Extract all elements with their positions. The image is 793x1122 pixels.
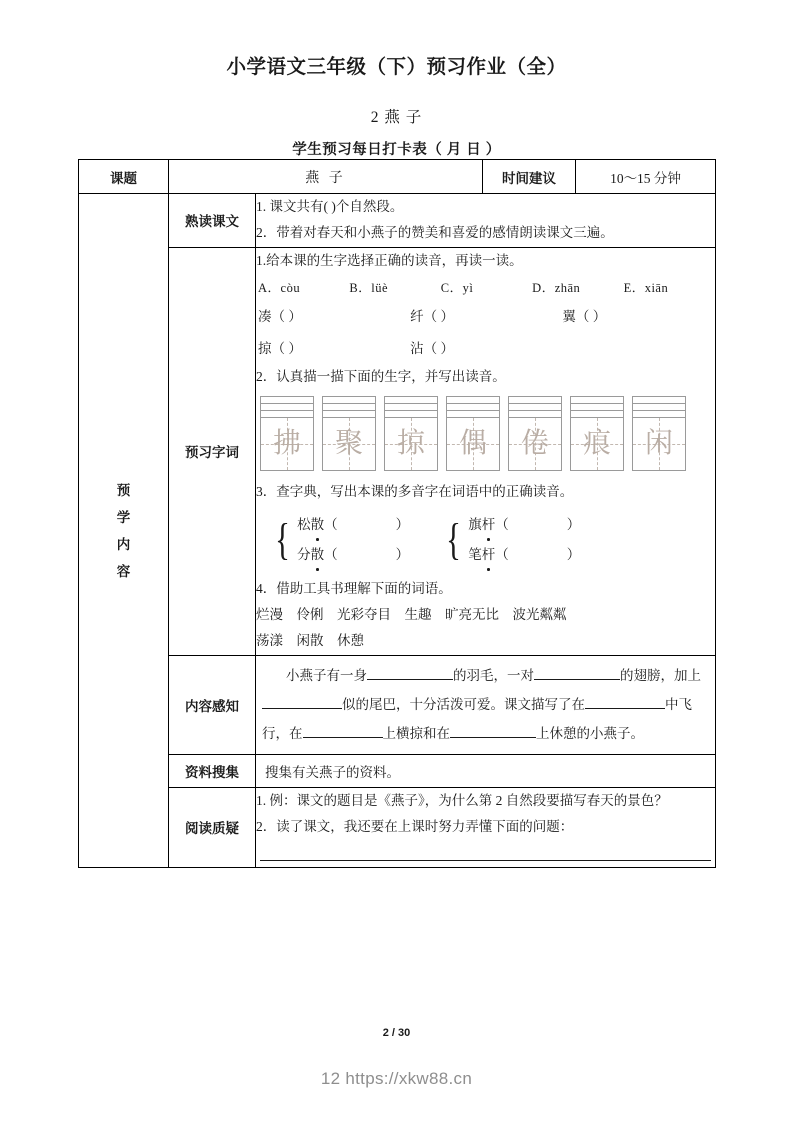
inquiry-content (256, 787, 716, 868)
tracing-char-4: 偶 (458, 428, 487, 460)
poly-paren-open-4: （ (495, 546, 509, 562)
preview-homework-table (78, 159, 716, 868)
topic-label: 课题 (79, 160, 169, 194)
poly-paren-open-1: （ (324, 516, 338, 532)
tracing-char-5: 倦 (520, 428, 549, 460)
poly-dotchar-3: 杆 (482, 510, 496, 540)
pinyin-option-c: C．yì (440, 280, 474, 295)
polyphonic-item-fensan[interactable] (297, 540, 409, 570)
tracing-cell-2[interactable] (322, 396, 376, 471)
vocab-q1-prompt: 1.给本课的生字选择正确的读音，再读一读。 (256, 252, 523, 268)
comprehension-seg-5: 中飞行，在 (262, 696, 692, 741)
poly-dotchar-2: 散 (311, 540, 325, 570)
polyphonic-item-qigan[interactable] (468, 510, 580, 540)
comprehension-seg-3: 的翅膀，加上 (620, 667, 701, 683)
time-label: 时间建议 (483, 160, 576, 194)
table-row-read-aloud (79, 194, 716, 248)
vocab-blank-zhan[interactable]: 沾（ ） (410, 340, 455, 356)
research-text: 搜集有关燕子的资料。 (265, 764, 400, 780)
poly-dotchar-1: 散 (311, 510, 325, 540)
table-row-research (79, 754, 716, 787)
vocab-blank-lue[interactable]: 掠（ ） (258, 340, 302, 356)
page-title: 小学语文三年级（下）预习作业（全） (226, 56, 567, 78)
comprehension-seg-4: 似的尾巴，十分活泼可爱。课文描写了在 (342, 696, 585, 712)
row-label-inquiry: 阅读质疑 (169, 787, 256, 868)
tracing-box-4 (446, 417, 500, 471)
comprehension-blank-2[interactable] (534, 679, 620, 680)
tracing-char-1: 拂 (272, 428, 301, 460)
pinyin-lines-2 (322, 396, 376, 417)
tracing-cell-7[interactable] (632, 396, 686, 471)
polyphonic-item-bigan[interactable] (468, 540, 580, 570)
row-label-read-aloud: 熟读课文 (169, 194, 256, 248)
vocab-q2-prompt: 2．认真描一描下面的生字，并写出读音。 (256, 368, 506, 384)
comprehension-paragraph (256, 656, 715, 754)
time-value: 10〜15 分钟 (576, 160, 716, 194)
poly-paren-close-1: ） (395, 516, 410, 532)
inquiry-item-2: 2．读了课文，我还要在上课时努力弄懂下面的问题： (256, 818, 574, 834)
polyphonic-item-songsan[interactable] (297, 510, 409, 540)
read-aloud-item-1: 1. 课文共有( )个自然段。 (256, 199, 404, 214)
poly-paren-close-3: ） (566, 516, 581, 532)
comprehension-blank-6a[interactable] (450, 737, 490, 738)
table-row-comprehension (79, 655, 716, 754)
table-row-vocab (79, 247, 716, 655)
brace-icon-left: { (275, 514, 290, 564)
pinyin-option-e: E．xiān (623, 280, 669, 295)
poly-pre-3: 旗 (468, 516, 482, 532)
poly-paren-open-3: （ (495, 516, 509, 532)
comprehension-content (256, 655, 716, 754)
comprehension-blank-5[interactable] (303, 737, 383, 738)
vocab-q4-prompt: 4．借助工具书理解下面的词语。 (256, 580, 452, 596)
tracing-cell-5[interactable] (508, 396, 562, 471)
pinyin-lines-6 (570, 396, 624, 417)
section-label-char-4: 容 (116, 563, 131, 579)
comprehension-seg-6: 上横掠和在 (382, 725, 450, 741)
tracing-cell-1[interactable] (260, 396, 314, 471)
poly-paren-close-2: ） (395, 546, 410, 562)
research-content (256, 754, 716, 787)
topic-value: 燕 子 (169, 160, 483, 194)
poly-pre-4: 笔 (468, 546, 482, 562)
poly-paren-close-4: ） (566, 546, 581, 562)
vocab-blank-cou[interactable]: 凑（ ） (258, 309, 302, 325)
polyphonic-group-san (272, 510, 409, 570)
vocab-blank-row-2 (256, 333, 715, 364)
comprehension-blank-4[interactable] (585, 708, 665, 709)
vocab-blank-yi[interactable]: 翼（ ） (562, 309, 607, 325)
tracing-char-6: 痕 (582, 428, 611, 460)
tracing-box-5 (508, 417, 562, 471)
read-aloud-item-2: 2．带着对春天和小燕子的赞美和喜爱的感情朗读课文三遍。 (256, 225, 614, 241)
watermark: 12 https://xkw88.cn (320, 1069, 473, 1088)
pinyin-option-b: B．lüè (349, 280, 388, 295)
tracing-box-3 (384, 417, 438, 471)
lesson-title: 2 燕 子 (370, 109, 423, 126)
table-row-topic (79, 160, 716, 194)
comprehension-blank-3[interactable] (262, 708, 342, 709)
vocab-content (256, 247, 716, 655)
comprehension-seg-7: 上休憩的小燕子。 (536, 725, 644, 741)
tracing-cell-3[interactable] (384, 396, 438, 471)
tracing-char-3: 掠 (396, 428, 425, 460)
brace-icon-right: { (446, 514, 462, 564)
vocab-blank-xian[interactable]: 纤（ ） (410, 309, 455, 325)
pinyin-option-d: D．zhān (532, 280, 581, 295)
section-label-preview-content (79, 194, 169, 868)
pinyin-lines-4 (446, 396, 500, 417)
section-label-char-1: 预 (116, 482, 131, 498)
read-aloud-content (256, 194, 716, 248)
poly-paren-open-2: （ (324, 546, 338, 562)
poly-pre-1: 松 (297, 516, 311, 532)
polyphonic-group-gan (443, 510, 580, 570)
tracing-box-6 (570, 417, 624, 471)
vocab-blank-row-1 (256, 301, 715, 332)
vocab-word-list-line-2: 荡漾 闲散 休憩 (256, 633, 364, 649)
character-tracing-grid (256, 390, 715, 479)
tracing-char-7: 闲 (644, 428, 673, 460)
inquiry-answer-line[interactable] (260, 860, 711, 861)
pinyin-lines-1 (260, 396, 314, 417)
pinyin-lines-7 (632, 396, 686, 417)
pinyin-lines-5 (508, 396, 562, 417)
vocab-q3-prompt: 3．查字典，写出本课的多音字在词语中的正确读音。 (256, 484, 574, 500)
polyphonic-section (256, 506, 715, 576)
tracing-box-2 (322, 417, 376, 471)
tracing-char-2: 聚 (334, 428, 363, 460)
tracing-cell-4[interactable] (446, 396, 500, 471)
comprehension-blank-1[interactable] (367, 679, 453, 680)
page-number: 2 / 30 (382, 1027, 411, 1039)
inquiry-item-1: 1. 例：课文的题目是《燕子》，为什么第 2 自然段要描写春天的景色？ (256, 792, 668, 808)
comprehension-seg-1: 小燕子有一身 (286, 667, 367, 683)
pinyin-option-a: A．còu (258, 280, 301, 295)
poly-dotchar-4: 杆 (482, 540, 496, 570)
tracing-box-7 (632, 417, 686, 471)
comprehension-seg-2: 的羽毛，一对 (453, 667, 534, 683)
section-label-char-3: 内 (116, 536, 131, 552)
tracing-cell-6[interactable] (570, 396, 624, 471)
poly-pre-2: 分 (297, 546, 311, 562)
tracing-box-1 (260, 417, 314, 471)
comprehension-blank-6b[interactable] (490, 737, 536, 738)
row-label-comprehension: 内容感知 (169, 655, 256, 754)
section-label-char-2: 学 (116, 509, 131, 525)
row-label-vocab: 预习字词 (169, 247, 256, 655)
vocab-word-list-line-1: 烂漫 伶俐 光彩夺目 生趣 旷亮无比 波光粼粼 (256, 606, 567, 622)
pinyin-lines-3 (384, 396, 438, 417)
pinyin-option-row (256, 274, 715, 301)
checkin-table-title: 学生预习每日打卡表（ 月 日 ） (292, 142, 501, 158)
row-label-research: 资料搜集 (169, 754, 256, 787)
table-row-inquiry (79, 787, 716, 868)
